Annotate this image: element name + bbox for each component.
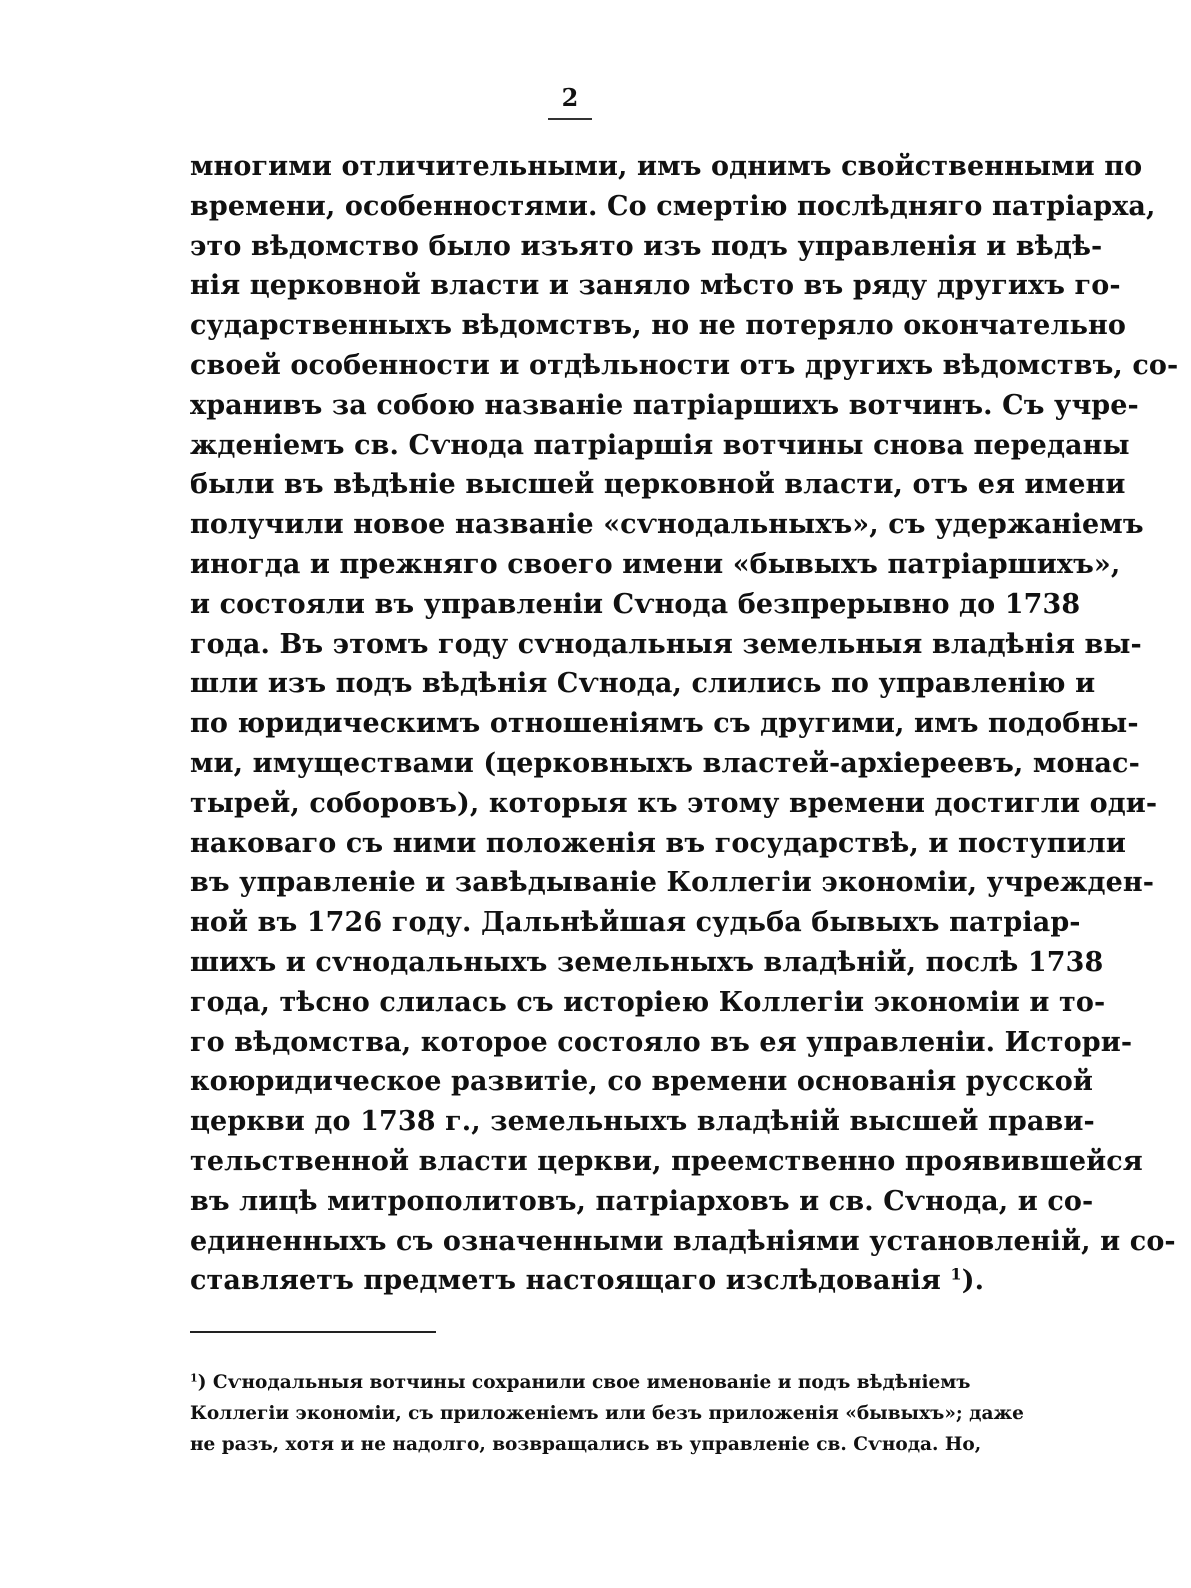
footnote-line: [190, 1367, 971, 1398]
footnote-line: не разъ, хотя и не надолго, возвращались въ управленіе св. Сѵнода. Но,: [190, 1434, 982, 1455]
text-line: многими отличительными, имъ однимъ свойственными по: [190, 151, 1143, 182]
text-line: въ управленіе и завѣдываніе Коллегіи экономіи, учрежден-: [190, 867, 1155, 899]
main-text: [190, 147, 1179, 1301]
text-line: времени, особенностями. Со смертію послѣдняго патріарха,: [190, 190, 1156, 222]
text-line: иногда и прежняго своего имени «бывыхъ патріаршихъ»,: [190, 548, 1121, 580]
footnote-reference[interactable]: 1: [950, 1264, 962, 1284]
text-line: шихъ и сѵнодальныхъ земельныхъ владѣній, послѣ 1738: [190, 946, 1104, 978]
text-line: это вѣдомство было изъято изъ подъ управленія и вѣдѣ-: [190, 230, 1103, 262]
text-line: наковаго съ ними положенія въ государствѣ, и поступили: [190, 827, 1126, 859]
footnote-line: Коллегіи экономіи, съ приложеніемъ или безъ приложенія «бывыхъ»; даже: [190, 1403, 1024, 1424]
page-number: 2: [561, 83, 579, 112]
text-line: тырей, соборовъ), которыя къ этому времени достигли оди-: [190, 787, 1158, 819]
closing-punctuation: ).: [961, 1265, 985, 1297]
footnote-separator: [190, 1331, 436, 1333]
text-line: ной въ 1726 году. Дальнѣйшая судьба бывыхъ патріар-: [190, 907, 1081, 939]
text-line-content: ставляетъ предметъ настоящаго изслѣдованія: [190, 1265, 941, 1297]
text-line: церкви до 1738 г., земельныхъ владѣній высшей прави-: [190, 1106, 1095, 1138]
page-number-rule: [548, 118, 592, 120]
text-line: года, тѣсно слилась съ исторіею Коллегіи экономіи и то-: [190, 986, 1106, 1018]
text-line: коюридическое развитіе, со времени основанія русской: [190, 1066, 1094, 1098]
text-line: хранивъ за собою названіе патріаршихъ вотчинъ. Съ учре-: [190, 389, 1139, 421]
text-line: жденіемъ св. Сѵнода патріаршія вотчины снова переданы: [190, 429, 1130, 461]
text-line: своей особенности и отдѣльности отъ другихъ вѣдомствъ, со-: [190, 349, 1179, 381]
text-line: нія церковной власти и заняло мѣсто въ ряду другихъ го-: [190, 270, 1121, 302]
text-line: были въ вѣдѣніе высшей церковной власти, отъ ея имени: [190, 469, 1126, 501]
text-line: года. Въ этомъ году сѵнодальныя земельныя владѣнія вы-: [190, 628, 1142, 660]
text-line-last: [190, 1261, 985, 1301]
text-line: въ лицѣ митрополитовъ, патріарховъ и св. Сѵнода, и со-: [190, 1185, 1094, 1217]
footnote-marker: 1: [190, 1371, 198, 1385]
text-line: получили новое названіе «сѵнодальныхъ», съ удержаніемъ: [190, 509, 1144, 541]
text-line: и состояли въ управленіи Сѵнода безпрерывно до 1738: [190, 588, 1081, 620]
footnote-text: ) Сѵнодальныя вотчины сохранили свое именованіе и подъ вѣдѣніемъ: [197, 1372, 971, 1393]
text-line: го вѣдомства, которое состояло въ ея управленіи. Истори-: [190, 1026, 1133, 1058]
text-line: тельственной власти церкви, преемственно проявившейся: [190, 1145, 1143, 1177]
text-line: единенныхъ съ означенными владѣніями установленій, и со-: [190, 1225, 1176, 1257]
text-line: ми, имуществами (церковныхъ властей-архіереевъ, монас-: [190, 747, 1140, 779]
text-line: шли изъ подъ вѣдѣнія Сѵнода, слились по управленію и: [190, 668, 1096, 700]
text-line: сударственныхъ вѣдомствъ, но не потеряло окончательно: [190, 310, 1126, 342]
footnote: [190, 1367, 1024, 1460]
text-line: по юридическимъ отношеніямъ съ другими, имъ подобны-: [190, 708, 1139, 740]
